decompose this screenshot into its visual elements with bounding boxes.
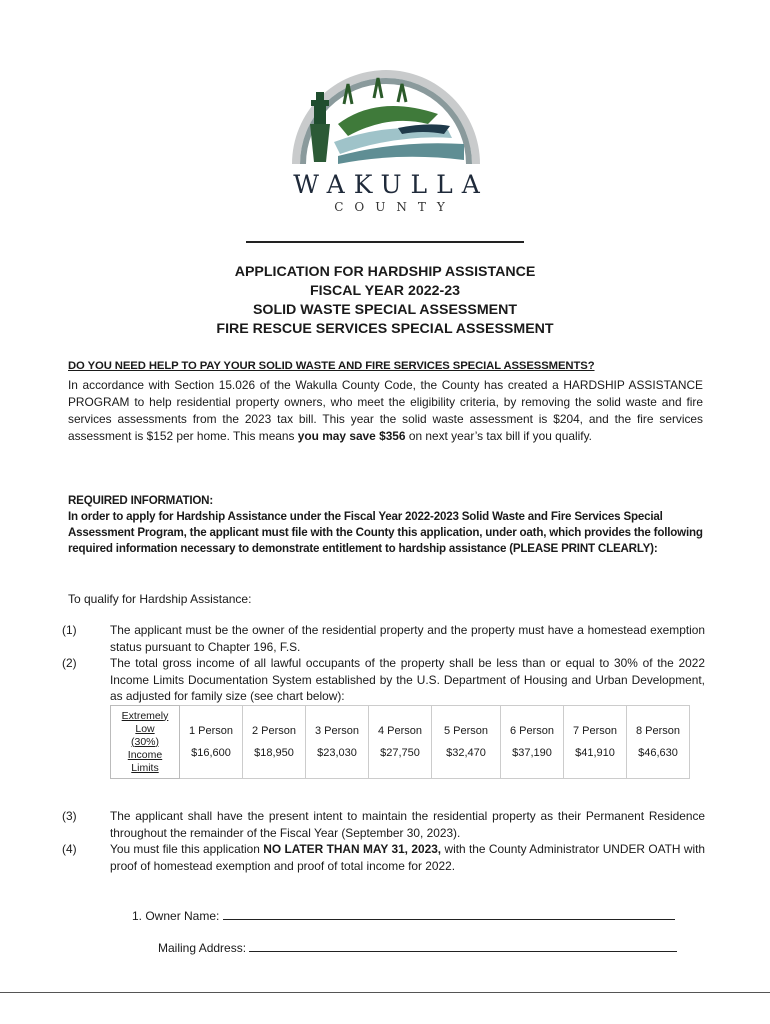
mailing-address-row	[158, 938, 677, 955]
intro-text: In accordance with Section 15.026 of the Wakulla County Code, the County has created a HARDSHIP ASSISTANCE PROGRAM to help residential property owners, who meet the eligibility criteria, by removing the solid waste and fire services assessments from the 2023 tax bill. This year the solid waste assessment is $204, and the fire services assessment is $152 per home. This means	[68, 378, 703, 443]
criteria-list-a	[60, 622, 705, 705]
household-size: 8 Person	[635, 725, 681, 737]
label-line: Limits	[131, 761, 159, 774]
deadline-date: NO LATER THAN MAY 31, 2023,	[263, 842, 442, 856]
title-line-1: APPLICATION FOR HARDSHIP ASSISTANCE	[234, 264, 536, 280]
table-row	[111, 706, 690, 779]
criterion-text	[110, 841, 705, 874]
income-column	[501, 706, 564, 779]
intro-paragraph	[68, 377, 703, 445]
income-column	[369, 706, 432, 779]
county-name: WAKULLA	[293, 170, 489, 199]
income-limit: $18,950	[254, 747, 294, 759]
title-line-4: FIRE RESCUE SERVICES SPECIAL ASSESSMENT	[216, 321, 554, 337]
criterion-text: The total gross income of all lawful occupants of the property shall be less than or equal to 30% of the 2022 Income Limits Documentation System established by the U.S. Department of Housing and Urban Development, as adjusted for family size (see chart below):	[110, 656, 705, 703]
criterion-2	[60, 655, 705, 705]
required-body: In order to apply for Hardship Assistance under the Fiscal Year 2022-2023 Solid Waste and Fire Services Special Assessment Program, the applicant must file with the County this application, under oath, which provides the following required information necessary to demonstrate entitlement to hardship assistance (PLEASE PRINT CLEARLY):	[68, 510, 703, 555]
deadline-text: You must file this application	[110, 842, 264, 856]
mailing-address-label: Mailing Address:	[158, 941, 247, 955]
household-size: 7 Person	[572, 725, 618, 737]
income-limit: $16,600	[191, 747, 231, 759]
income-limit: $32,470	[446, 747, 486, 759]
criterion-number: (4)	[62, 842, 77, 856]
criterion-number: (1)	[62, 623, 77, 637]
mailing-address-field[interactable]	[249, 938, 677, 952]
income-column	[306, 706, 369, 779]
document-titles	[0, 263, 770, 339]
intro-savings: you may save $356	[297, 429, 406, 443]
income-column	[243, 706, 306, 779]
income-limit: $37,190	[512, 747, 552, 759]
required-information	[68, 493, 708, 557]
income-column	[564, 706, 627, 779]
income-column	[432, 706, 501, 779]
title-divider	[246, 241, 524, 243]
owner-name-field[interactable]	[223, 906, 675, 920]
criterion-1	[60, 622, 705, 655]
title-line-3: SOLID WASTE SPECIAL ASSESSMENT	[252, 302, 518, 318]
household-size: 3 Person	[314, 725, 360, 737]
intro-question: DO YOU NEED HELP TO PAY YOUR SOLID WASTE AND FIRE SERVICES SPECIAL ASSESSMENTS?	[68, 360, 595, 372]
criterion-number: (3)	[62, 809, 77, 823]
title-line-2: FISCAL YEAR 2022-23	[309, 283, 461, 299]
household-size: 2 Person	[251, 725, 297, 737]
owner-name-row	[132, 906, 675, 923]
income-limit: $41,910	[575, 747, 615, 759]
income-column	[180, 706, 243, 779]
criteria-list-b	[60, 808, 705, 874]
income-limit: $23,030	[317, 747, 357, 759]
income-limits-label	[111, 706, 180, 779]
criterion-text: The applicant must be the owner of the residential property and the property must have a homestead exemption status pursuant to Chapter 196, F.S.	[110, 623, 705, 654]
label-line: Low	[135, 722, 155, 735]
qualify-label: To qualify for Hardship Assistance:	[68, 592, 252, 606]
criterion-3	[60, 808, 705, 841]
income-limit: $46,630	[638, 747, 678, 759]
deadline-text-end: with the County Administrator UNDER OATH with proof of homestead exemption and proof of total income for 2022.	[110, 842, 706, 873]
criterion-4	[60, 841, 705, 874]
label-line: Income	[127, 748, 163, 761]
household-size: 5 Person	[443, 725, 489, 737]
criterion-text: The applicant shall have the present intent to maintain the residential property as their Permanent Residence throughout the remainder of the Fiscal Year (September 30, 2023).	[110, 809, 705, 840]
income-limits-table	[110, 705, 690, 779]
income-limit: $27,750	[380, 747, 420, 759]
household-size: 1 Person	[188, 725, 234, 737]
household-size: 6 Person	[509, 725, 555, 737]
label-line: (30%)	[130, 735, 159, 748]
intro-text-end: on next year’s tax bill if you qualify.	[405, 429, 592, 443]
county-subtitle: COUNTY	[334, 200, 456, 214]
owner-name-label: 1. Owner Name:	[132, 909, 220, 923]
income-column	[627, 706, 690, 779]
household-size: 4 Person	[377, 725, 423, 737]
page-edge	[0, 992, 770, 993]
required-heading: REQUIRED INFORMATION:	[68, 494, 214, 507]
criterion-number: (2)	[62, 656, 77, 670]
label-line: Extremely	[121, 709, 169, 722]
